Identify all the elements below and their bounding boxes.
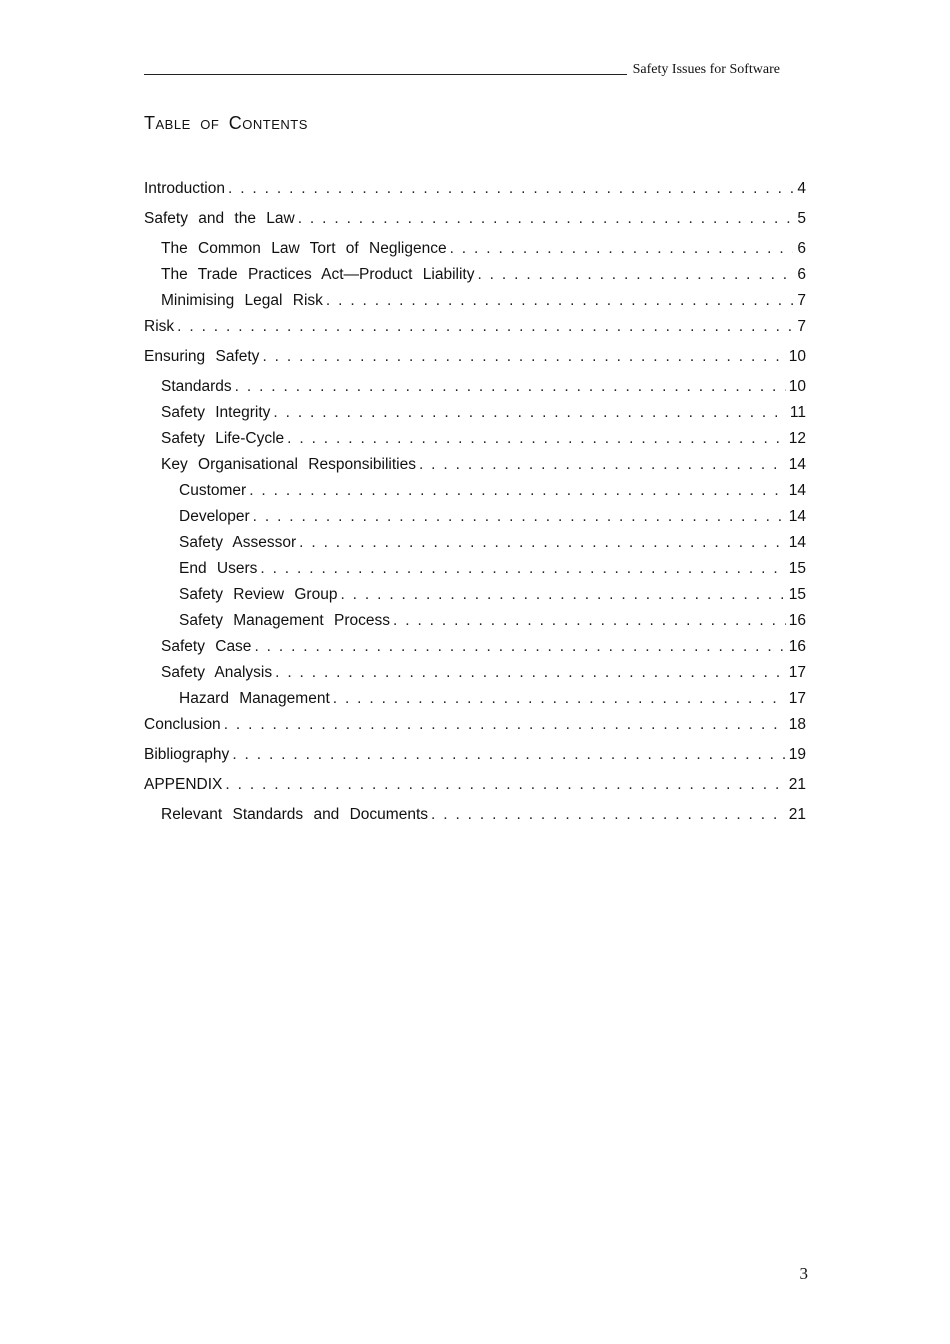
toc-entry-page: 4 bbox=[797, 180, 806, 197]
toc-entry[interactable] bbox=[144, 634, 806, 660]
toc-entry-label: Customer bbox=[179, 482, 247, 499]
toc-entry-label: Ensuring Safety bbox=[144, 348, 260, 365]
toc-entry-page: 16 bbox=[788, 612, 806, 629]
toc-entry[interactable] bbox=[144, 206, 806, 232]
toc-entry-page: 10 bbox=[788, 348, 806, 365]
toc-entry-label: The Trade Practices Act—Product Liability bbox=[161, 266, 475, 283]
toc-entry[interactable] bbox=[144, 742, 806, 768]
toc-entry-page: 14 bbox=[788, 508, 806, 525]
toc-entry-page: 5 bbox=[797, 210, 806, 227]
toc-entry[interactable] bbox=[144, 802, 806, 828]
toc-entry-label: Standards bbox=[161, 378, 232, 395]
dot-leader bbox=[340, 582, 785, 608]
toc-entry-page: 17 bbox=[788, 664, 806, 681]
toc-entry[interactable] bbox=[144, 478, 806, 504]
toc-entry[interactable] bbox=[144, 686, 806, 712]
toc-entry[interactable] bbox=[144, 314, 806, 340]
toc-entry[interactable] bbox=[144, 530, 806, 556]
dot-leader bbox=[273, 400, 787, 426]
toc-entry[interactable] bbox=[144, 712, 806, 738]
dot-leader bbox=[431, 802, 786, 828]
dot-leader bbox=[177, 314, 793, 340]
dot-leader bbox=[477, 262, 793, 288]
toc-entry-label: End Users bbox=[179, 560, 258, 577]
toc-entry-page: 11 bbox=[789, 404, 806, 421]
toc-entry-label: Bibliography bbox=[144, 746, 230, 763]
toc-entry-label: Conclusion bbox=[144, 716, 221, 733]
dot-leader bbox=[253, 504, 786, 530]
toc-entry-page: 7 bbox=[797, 292, 806, 309]
dot-leader bbox=[225, 772, 785, 798]
toc-entry[interactable] bbox=[144, 772, 806, 798]
dot-leader bbox=[275, 660, 786, 686]
toc-entry[interactable] bbox=[144, 176, 806, 202]
dot-leader bbox=[326, 288, 793, 314]
toc-entry-label: Hazard Management bbox=[179, 690, 330, 707]
toc-entry-page: 6 bbox=[797, 240, 806, 257]
dot-leader bbox=[262, 344, 785, 370]
toc-entry[interactable] bbox=[144, 608, 806, 634]
running-title: Safety Issues for Software bbox=[632, 62, 780, 77]
toc-entry-page: 6 bbox=[797, 266, 806, 283]
toc-entry[interactable] bbox=[144, 288, 806, 314]
toc-entry-page: 16 bbox=[788, 638, 806, 655]
toc-entry-page: 19 bbox=[788, 746, 806, 763]
toc-entry[interactable] bbox=[144, 426, 806, 452]
toc-entry-page: 14 bbox=[788, 534, 806, 551]
toc-entry-label: Safety Analysis bbox=[161, 664, 273, 681]
toc-entry-page: 12 bbox=[788, 430, 806, 447]
toc-entry[interactable] bbox=[144, 452, 806, 478]
toc-entry[interactable] bbox=[144, 236, 806, 262]
toc-entry-label: Safety Assessor bbox=[179, 534, 297, 551]
dot-leader bbox=[224, 712, 786, 738]
dot-leader bbox=[419, 452, 786, 478]
toc-entry-label: Safety Integrity bbox=[161, 404, 271, 421]
toc-entry-page: 18 bbox=[788, 716, 806, 733]
dot-leader bbox=[260, 556, 785, 582]
toc-entry-label: Risk bbox=[144, 318, 175, 335]
toc-entry-label: Safety Life-Cycle bbox=[161, 430, 285, 447]
toc-entry[interactable] bbox=[144, 504, 806, 530]
dot-leader bbox=[287, 426, 786, 452]
dot-leader bbox=[298, 206, 793, 232]
toc-entry-label: Safety Management Process bbox=[179, 612, 391, 629]
toc-entry[interactable] bbox=[144, 582, 806, 608]
dot-leader bbox=[235, 374, 786, 400]
dot-leader bbox=[299, 530, 786, 556]
toc-entry-page: 15 bbox=[788, 586, 806, 603]
toc-entry-label: Introduction bbox=[144, 180, 225, 197]
toc-entry-label: APPENDIX bbox=[144, 776, 223, 793]
toc-entry-label: Safety and the Law bbox=[144, 210, 295, 227]
toc-entry[interactable] bbox=[144, 660, 806, 686]
dot-leader bbox=[333, 686, 786, 712]
toc-entry-page: 17 bbox=[788, 690, 806, 707]
toc-entry-page: 21 bbox=[788, 806, 806, 823]
toc-entry-page: 15 bbox=[788, 560, 806, 577]
toc-entry-label: Relevant Standards and Documents bbox=[161, 806, 429, 823]
toc-entry-label: The Common Law Tort of Negligence bbox=[161, 240, 447, 257]
dot-leader bbox=[249, 478, 786, 504]
dot-leader bbox=[254, 634, 785, 660]
toc-entry-page: 14 bbox=[788, 482, 806, 499]
toc-entry-page: 21 bbox=[788, 776, 806, 793]
table-of-contents bbox=[144, 176, 806, 828]
dot-leader bbox=[393, 608, 786, 634]
dot-leader bbox=[232, 742, 785, 768]
dot-leader bbox=[228, 176, 793, 202]
toc-entry-label: Safety Case bbox=[161, 638, 252, 655]
toc-entry-label: Key Organisational Responsibilities bbox=[161, 456, 416, 473]
running-header bbox=[144, 58, 780, 78]
toc-entry-page: 10 bbox=[788, 378, 806, 395]
toc-entry[interactable] bbox=[144, 344, 806, 370]
toc-entry-label: Safety Review Group bbox=[179, 586, 338, 603]
toc-entry-label: Minimising Legal Risk bbox=[161, 292, 323, 309]
toc-entry[interactable] bbox=[144, 400, 806, 426]
toc-entry-page: 14 bbox=[788, 456, 806, 473]
dot-leader bbox=[450, 236, 793, 262]
toc-entry-label: Developer bbox=[179, 508, 250, 525]
toc-entry[interactable] bbox=[144, 556, 806, 582]
toc-title: Table of Contents bbox=[144, 113, 308, 133]
header-rule bbox=[144, 74, 627, 75]
page-number: 3 bbox=[799, 1264, 808, 1283]
toc-entry[interactable] bbox=[144, 262, 806, 288]
toc-entry[interactable] bbox=[144, 374, 806, 400]
toc-entry-page: 7 bbox=[797, 318, 806, 335]
